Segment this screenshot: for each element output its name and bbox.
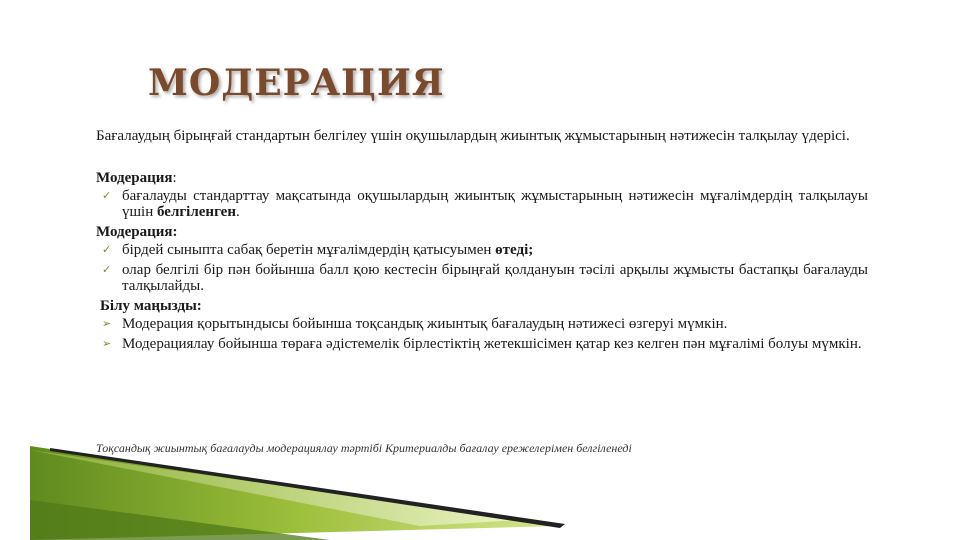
arrow-bullet-icon: ➢ bbox=[102, 337, 112, 350]
moderation-purpose-list bbox=[96, 188, 868, 220]
list-item: ➢ Модерация қорытындысы бойынша тоқсандық жиынтық бағалаудың нәтижесі өзгеруі мүмкін. bbox=[102, 316, 728, 332]
section-heading-moderation: Модерация: bbox=[96, 170, 177, 186]
section-heading-moderation-process: Модерация: bbox=[96, 224, 178, 240]
checkmark-icon: ✓ bbox=[102, 243, 112, 256]
list-item: ✓ олар белгілі бір пән бойынша балл қою кестесін бірыңғай қолдануын тәсілі арқылы жұмысты бастапқы бағалауды талқылайды. bbox=[102, 262, 868, 294]
important-notes-list bbox=[96, 316, 868, 352]
footnote: Тоқсандық жиынтық бағалауды модерациялау тәртібі Критериалды бағалау ережелерімен белгіленеді bbox=[96, 441, 632, 455]
checkmark-icon: ✓ bbox=[102, 263, 112, 276]
slide-title: МОДЕРАЦИЯ bbox=[148, 62, 445, 104]
list-item: ✓ бірдей сыныпта сабақ беретін мұғалімдердің қатысуымен өтеді; bbox=[102, 242, 534, 258]
slide-content bbox=[96, 128, 868, 356]
intro-paragraph: Бағалаудың бірыңғай стандартын белгілеу үшін оқушылардың жиынтық жұмыстарының нәтижесін талқылау үдерісі. bbox=[96, 128, 850, 144]
list-item: ➢ Модерациялау бойынша төраға әдістемелік бірлестіктің жетекшісімен қатар кез келген пән мұғалімі болуы мүмкін. bbox=[102, 336, 862, 352]
arrow-bullet-icon: ➢ bbox=[102, 317, 112, 330]
checkmark-icon: ✓ bbox=[102, 189, 112, 202]
moderation-process-list bbox=[96, 242, 868, 294]
section-heading-important: Білу маңызды: bbox=[100, 298, 202, 314]
list-item: ✓ бағалауды стандарттау мақсатында оқушылардың жиынтық жұмыстарының нәтижесін мұғалімдердің талқылауы үшін белгіленген. bbox=[102, 188, 868, 220]
